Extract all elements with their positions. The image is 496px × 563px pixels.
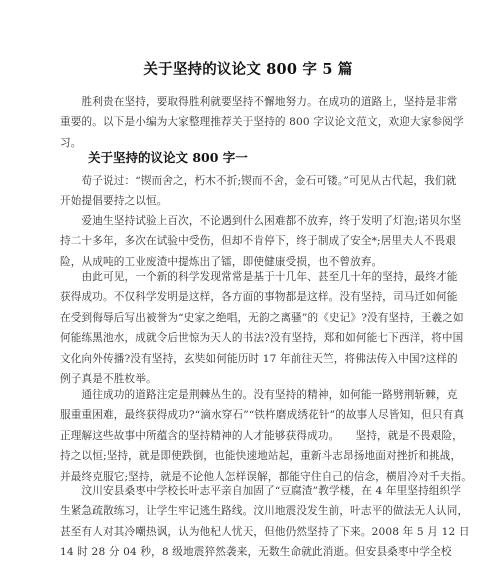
text-line: 习。 xyxy=(60,136,82,149)
text-line: 通往成功的道路注定是荆棘丛生的。没有坚持的精神，如何能一路劈荆斩棘，克 xyxy=(60,389,458,401)
text-line: 持之以恒;坚持，就是即使跌倒，也能快速地站起，重新斗志昂扬地面对挫折和挑战， xyxy=(60,450,462,463)
text-line: 重要的。以下是小编为大家整理推荐关于坚持的 800 字议论文范文，欢迎大家参阅学 xyxy=(60,116,464,129)
text-line: 荀子说过：“锲而舍之，朽木不折;锲而不舍，金石可镂。”可见从古代起，我们就 xyxy=(60,175,457,187)
text-line: 持二十多年，多次在试验中受伤，但却不肯停下，终于制成了安全*;居里夫人不畏艰 xyxy=(60,235,456,248)
section-heading: 关于坚持的议论文 800 字一 xyxy=(88,150,248,165)
body-paragraph-1 xyxy=(60,171,457,212)
text-line: 在受到侮辱后写出被誉为“史家之绝唱，无韵之离骚”的《史记》?没有坚持，王羲之如 xyxy=(60,311,464,324)
text-line: 开始提倡要持之以恒。 xyxy=(60,195,168,208)
text-line: 爱迪生坚持试验上百次，不论遇到什么困难都不放弃，终于发明了灯泡;诺贝尔坚 xyxy=(60,215,462,227)
text-line: 何能练黑池水，成就令后世惊为天人的书法?没有坚持，郑和如何能七下西洋，将中国 xyxy=(60,332,464,345)
body-paragraph-2 xyxy=(60,211,462,272)
text-line: 正理解这些故事中所蕴含的坚持精神的人才能够获得成功。 坚持，就是不畏艰险， xyxy=(60,429,463,442)
text-line: 由此可见，一个新的科学发现常常是基于十几年、甚至几十年的坚持，最终才能 xyxy=(60,271,458,283)
intro-paragraph xyxy=(60,92,464,153)
text-line: 并最终克服它;坚持，就是不论他人怎样误解，都能守住自己的信念，横眉冷对千夫指。 xyxy=(60,470,472,483)
text-line: 获得成功。不仅科学发明是这样，各方面的事物都是这样。没有坚持，司马迁如何能 xyxy=(60,291,458,304)
text-line: 汶川安县桑枣中学校长叶志平亲自加固了“豆腐渣”教学楼，在 4 年里坚持组织学 xyxy=(60,485,462,497)
body-paragraph-3 xyxy=(60,267,464,389)
body-paragraph-5 xyxy=(60,481,470,563)
document-title: 关于坚持的议论文 800 字 5 篇 xyxy=(143,61,353,78)
text-line: 服重重困难，最终获得成功?“滴水穿石”“铁杵磨成绣花针”的故事人尽皆知，但只有真 xyxy=(60,409,465,422)
body-paragraph-4 xyxy=(60,385,472,487)
text-line: 甚至有人对其冷嘲热讽，认为他杞人忧天，但他仍然坚持了下来。2008 年 5 月 12 日 xyxy=(60,525,470,538)
text-line: 文化向外传播?没有坚持，玄奘如何能历时 17 年前往天竺，将佛法传入中国?这样的 xyxy=(60,352,458,365)
text-line: 14 时 28 分 04 秒，8 级地震猝然袭来，无数生命就此消逝。但安县桑枣中学全校 xyxy=(60,546,452,559)
text-line: 胜利贵在坚持，要取得胜利就要坚持不懈地努力。在成功的道路上，坚持是非常 xyxy=(60,96,458,108)
text-line: 例子真是不胜枚举。 xyxy=(60,373,157,386)
text-line: 生紧急疏散练习，让学生牢记逃生路线。汶川地震没发生前，叶志平的做法无人认同， xyxy=(60,505,469,518)
text-line: 险，从成吨的工业废渣中提炼出了镭，即使健康受损，也不曾放弃。 xyxy=(60,255,383,268)
